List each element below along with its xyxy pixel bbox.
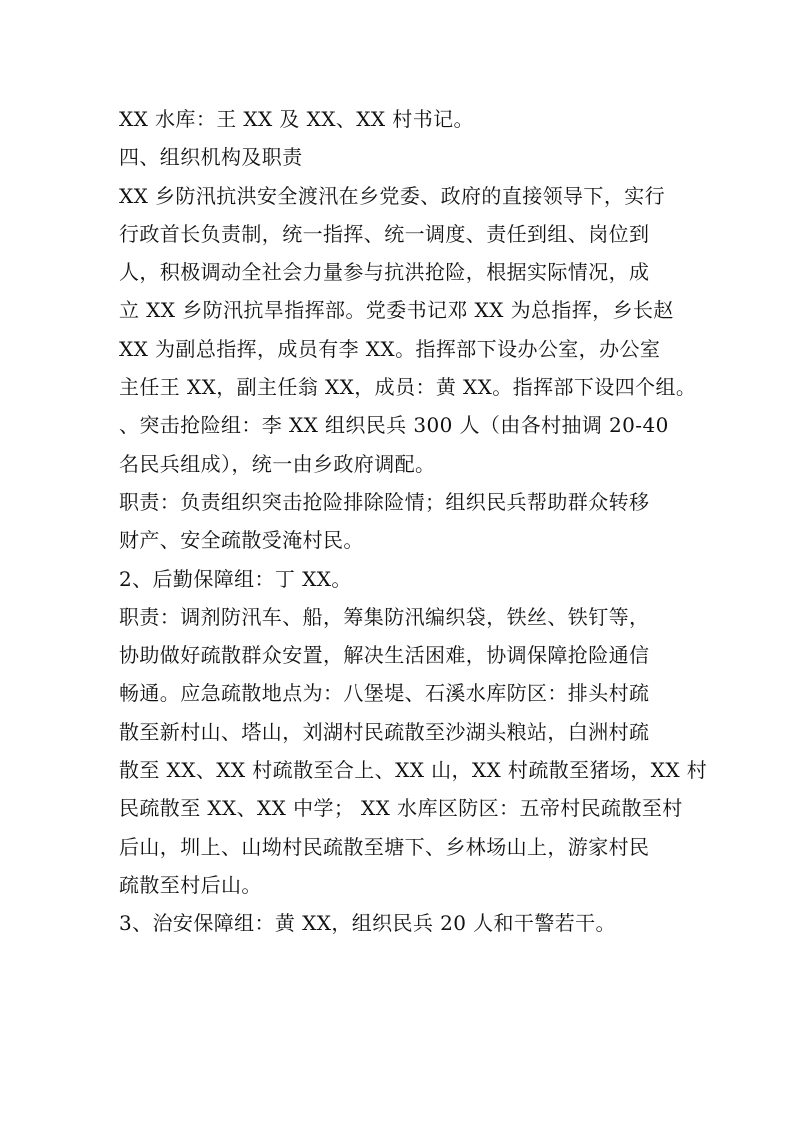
group-heading: 2、后勤保障组：丁 XX。 — [119, 566, 352, 591]
text-line: 散至新村山、塔山，刘湖村民疏散至沙湖头粮站，白洲村疏 — [119, 719, 650, 744]
section-heading: 四、组织机构及职责 — [119, 145, 303, 170]
text-line: 后山，圳上、山坳村民疏散至塘下、乡林场山上，游家村民 — [119, 834, 650, 859]
text-line: 民疏散至 XX、XX 中学； XX 水库区防区：五帝村民疏散至村 — [119, 796, 683, 821]
group-heading: 、突击抢险组：李 XX 组织民兵 300 人（由各村抽调 20-40 — [119, 413, 669, 438]
text-line: 人，积极调动全社会力量参与抗洪抢险，根据实际情况，成 — [119, 260, 650, 285]
text-line: 职责：负责组织突击抢险排除险情；组织民兵帮助群众转移 — [119, 489, 650, 514]
text-line: 畅通。应急疏散地点为：八堡堤、石溪水库防区：排头村疏 — [119, 681, 650, 706]
text-line: 散至 XX、XX 村疏散至合上、XX 山，XX 村疏散至猪场，XX 村 — [119, 758, 708, 783]
text-line: 财产、安全疏散受淹村民。 — [119, 528, 364, 553]
text-line: 立 XX 乡防汛抗旱指挥部。党委书记邓 XX 为总指挥，乡长赵 — [119, 298, 674, 323]
text-line: XX 乡防汛抗洪安全渡汛在乡党委、政府的直接领导下，实行 — [119, 183, 666, 208]
text-line: XX 水库：王 XX 及 XX、XX 村书记。 — [119, 107, 474, 131]
text-line: 职责：调剂防汛车、船，筹集防汛编织袋，铁丝、铁钉等， — [119, 604, 650, 629]
document-body — [119, 100, 708, 943]
text-line: 名民兵组成），统一由乡政府调配。 — [119, 451, 436, 476]
text-line: 主任王 XX，副主任翁 XX，成员：黄 XX。指挥部下设四个组。 — [119, 375, 697, 400]
text-line: 协助做好疏散群众安置，解决生活困难，协调保障抢险通信 — [119, 643, 650, 668]
text-line: 疏散至村后山。 — [119, 872, 262, 897]
text-line: 行政首长负责制，统一指挥、统一调度、责任到组、岗位到 — [119, 221, 650, 246]
text-line: XX 为副总指挥，成员有李 XX。指挥部下设办公室，办公室 — [119, 336, 661, 361]
group-heading: 3、治安保障组：黄 XX，组织民兵 20 人和干警若干。 — [119, 911, 616, 936]
